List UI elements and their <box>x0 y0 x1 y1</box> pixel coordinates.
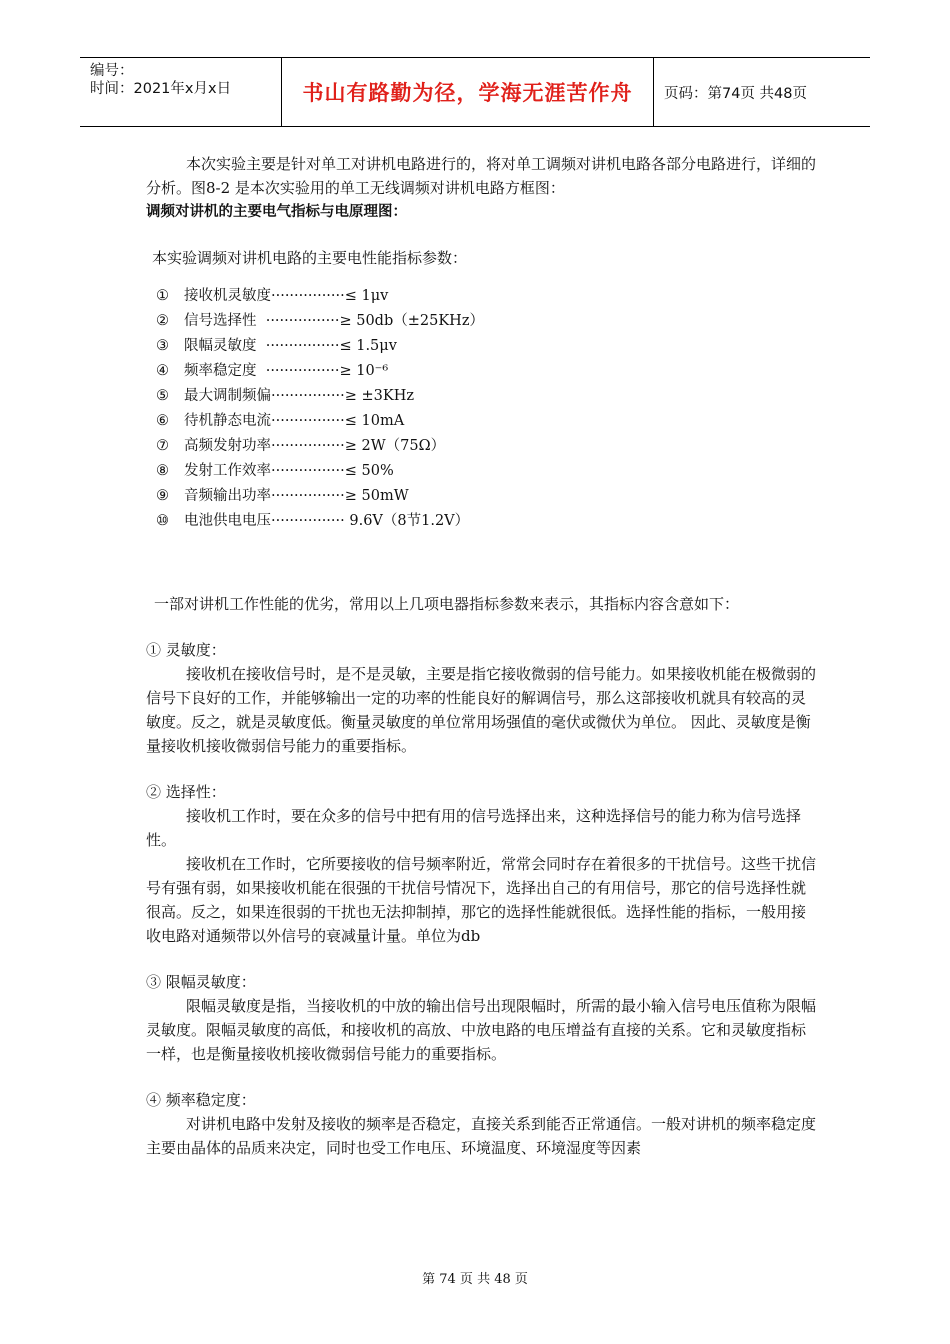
spec-number: ③ <box>156 338 169 354</box>
spec-item <box>146 334 816 359</box>
spec-label: 发射工作效率 <box>184 463 271 479</box>
header-page-label: 页码：第74页 共48页 <box>664 85 808 102</box>
section-paragraph: 接收机在接收信号时，是不是灵敏，主要是指它接收微弱的信号能力。如果接收机能在极微弱的信号下良好的工作，并能够输出一定的功率的性能良好的解调信号，那么这部接收机就具有较高的灵敏度。反之，就是灵敏度低。衡量灵敏度的单位常用场强值的毫伏或微伏为单位。 因此、灵敏度是衡量接收机接收微弱信号能力的重要指标。 <box>146 665 817 755</box>
params-intro: 本实验调频对讲机电路的主要电性能指标参数： <box>152 249 468 267</box>
spec-value: ≤ 50% <box>344 463 394 479</box>
spec-label: 最大调制频偏 <box>184 388 271 404</box>
header-motto: 书山有路勤为径，学海无涯苦作舟 <box>282 58 654 126</box>
intro-paragraph: 本次实验主要是针对单工对讲机电路进行的，将对单工调频对讲机电路各部分电路进行，详细的分析。图8-2 是本次实验用的单工无线调频对讲机电路方框图： <box>146 155 817 197</box>
spec-number: ⑧ <box>156 463 169 479</box>
spec-dots: ················ <box>271 463 345 479</box>
spec-item <box>146 384 816 409</box>
section-paragraph: 限幅灵敏度是指，当接收机的中放的输出信号出现限幅时，所需的最小输入信号电压值称为限幅灵敏度。限幅灵敏度的高低，和接收机的高放、中放电路的电压增益有直接的关系。它和灵敏度指标一样，也是衡量接收机接收微弱信号能力的重要指标。 <box>146 997 817 1063</box>
spec-number: ⑦ <box>156 438 169 454</box>
header-meta-cell <box>80 58 282 126</box>
spec-dots: ················ <box>265 313 340 329</box>
section-paragraph: 接收机在工作时，它所要接收的信号频率附近，常常会同时存在着很多的干扰信号。这些干扰信号有强有弱，如果接收机能在很强的干扰信号情况下，选择出自己的有用信号，那它的信号选择性就很高。反之，如果连很弱的干扰也无法抑制掉，那它的选择性能就很低。选择性能的指标，一般用接收电路对通频带以外信号的衰减量计量。单位为db <box>146 855 817 945</box>
section-paragraph: 对讲机电路中发射及接收的频率是否稳定，直接关系到能否正常通信。一般对讲机的频率稳定度主要由晶体的品质来决定，同时也受工作电压、环境温度、环境湿度等因素 <box>146 1115 817 1157</box>
spec-number: ⑩ <box>156 513 169 529</box>
spec-number: ② <box>156 313 169 329</box>
spec-value: ≥ 50mW <box>344 488 409 504</box>
spec-item <box>146 359 816 384</box>
spec-item <box>146 284 816 309</box>
spec-value: ≤ 1μv <box>344 288 389 304</box>
spec-label: 限幅灵敏度 <box>184 338 266 354</box>
definition-sections <box>146 616 816 1160</box>
spec-number: ⑨ <box>156 488 169 504</box>
spec-value: ≤ 10mA <box>344 413 405 429</box>
summary-paragraph: 一部对讲机工作性能的优劣，常用以上几项电器指标参数来表示，其指标内容含意如下： <box>154 595 740 613</box>
spec-value: ≥ 10⁻⁶ <box>339 363 389 379</box>
document-body <box>146 152 816 1160</box>
spec-label: 频率稳定度 <box>184 363 266 379</box>
spec-dots: ················ <box>271 513 345 529</box>
spec-number: ⑥ <box>156 413 169 429</box>
spec-item <box>146 484 816 509</box>
spec-dots: ················ <box>271 388 345 404</box>
spec-label: 待机静态电流 <box>184 413 271 429</box>
section-title: ④ 频率稳定度： <box>146 1091 256 1109</box>
spec-item <box>146 309 816 334</box>
page-header <box>80 57 870 127</box>
spec-value: ≤ 1.5μv <box>339 338 397 354</box>
spec-dots: ················ <box>271 488 345 504</box>
spec-item <box>146 434 816 459</box>
spec-label: 接收机灵敏度 <box>184 288 271 304</box>
spec-number: ⑤ <box>156 388 169 404</box>
spec-dots: ················ <box>271 438 345 454</box>
spec-dots: ················ <box>265 338 340 354</box>
time-label: 时间：2021年x月x日 <box>90 81 232 97</box>
spec-dots: ················ <box>271 413 345 429</box>
spec-dots: ················ <box>271 288 345 304</box>
spec-list <box>146 284 816 534</box>
spec-value: ≥ 2W（75Ω） <box>344 438 446 454</box>
spec-item <box>146 509 816 534</box>
spec-number: ① <box>156 288 169 304</box>
section-title: ② 选择性： <box>146 783 226 801</box>
spec-label: 电池供电电压 <box>184 513 271 529</box>
spec-item <box>146 409 816 434</box>
spec-value: ≥ 50db（±25KHz） <box>339 313 484 329</box>
spec-item <box>146 459 816 484</box>
section-heading: 调频对讲机的主要电气指标与电原理图： <box>146 204 407 220</box>
section-paragraph: 接收机工作时，要在众多的信号中把有用的信号选择出来，这种选择信号的能力称为信号选择性。 <box>146 807 802 849</box>
serial-label: 编号： <box>90 63 134 79</box>
spec-number: ④ <box>156 363 169 379</box>
page-footer: 第 74 页 共 48 页 <box>422 1272 528 1287</box>
spec-value: 9.6V（8节1.2V） <box>344 513 470 529</box>
spec-label: 高频发射功率 <box>184 438 271 454</box>
spec-dots: ················ <box>265 363 340 379</box>
section-title: ① 灵敏度： <box>146 641 226 659</box>
section-title: ③ 限幅灵敏度： <box>146 973 256 991</box>
spec-label: 音频输出功率 <box>184 488 271 504</box>
spec-value: ≥ ±3KHz <box>344 388 415 404</box>
spec-label: 信号选择性 <box>184 313 266 329</box>
